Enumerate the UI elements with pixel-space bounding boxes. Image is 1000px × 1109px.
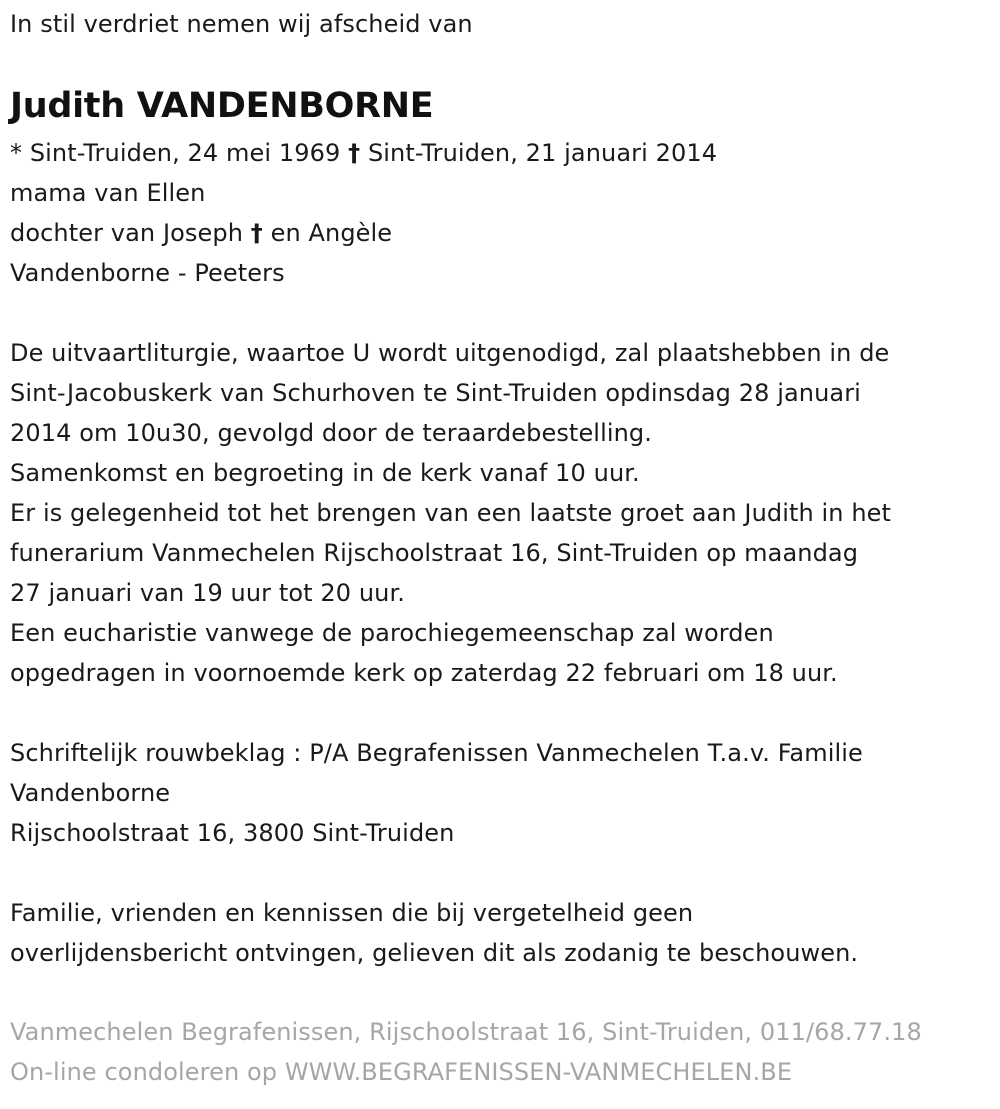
death-text: Sint-Truiden, 21 januari 2014	[367, 139, 718, 167]
footer-address: Vanmechelen Begrafenissen, Rijschoolstraat 16, Sint-Truiden, 011/68.77.18	[10, 1018, 922, 1046]
ceremony-line: opgedragen in voornoemde kerk op zaterdag 22 februari om 18 uur.	[10, 659, 838, 687]
condolences-line: Vandenborne	[10, 779, 171, 807]
ceremony-line: 2014 om 10u30, gevolgd door de teraardebestelling.	[10, 419, 652, 447]
condolences-line: Schriftelijk rouwbeklag : P/A Begrafenissen Vanmechelen T.a.v. Familie	[10, 739, 863, 767]
parents-surname: Vandenborne - Peeters	[10, 259, 285, 287]
ceremony-line: Samenkomst en begroeting in de kerk vanaf 10 uur.	[10, 459, 640, 487]
notice-line: Familie, vrienden en kennissen die bij vergetelheid geen	[10, 899, 694, 927]
birth-text: * Sint-Truiden, 24 mei 1969	[10, 139, 341, 167]
footer-online-condolences: On-line condoleren op WWW.BEGRAFENISSEN-VANMECHELEN.BE	[10, 1058, 793, 1086]
ceremony-line: funerarium Vanmechelen Rijschoolstraat 16, Sint-Truiden op maandag	[10, 539, 859, 567]
ceremony-line: 27 januari van 19 uur tot 20 uur.	[10, 579, 405, 607]
intro-text: In stil verdriet nemen wij afscheid van	[10, 10, 473, 38]
ceremony-line: De uitvaartliturgie, waartoe U wordt uitgenodigd, zal plaatshebben in de	[10, 339, 890, 367]
condolences-line: Rijschoolstraat 16, 3800 Sint-Truiden	[10, 819, 455, 847]
death-cross-icon: †	[348, 139, 361, 167]
ceremony-line: Er is gelegenheid tot het brengen van een laatste groet aan Judith in het	[10, 499, 892, 527]
notice-line: overlijdensbericht ontvingen, gelieven dit als zodanig te beschouwen.	[10, 939, 859, 967]
ceremony-line: Sint-Jacobuskerk van Schurhoven te Sint-Truiden opdinsdag 28 januari	[10, 379, 861, 407]
daughter-of-father: dochter van Joseph	[10, 219, 244, 247]
daughter-of-text	[10, 213, 392, 253]
deceased-name: Judith VANDENBORNE	[10, 86, 434, 126]
mother-of-text: mama van Ellen	[10, 179, 206, 207]
father-cross-icon: †	[250, 219, 263, 247]
life-dates	[10, 133, 717, 173]
daughter-of-mother: en Angèle	[270, 219, 393, 247]
ceremony-line: Een eucharistie vanwege de parochiegemeenschap zal worden	[10, 619, 774, 647]
